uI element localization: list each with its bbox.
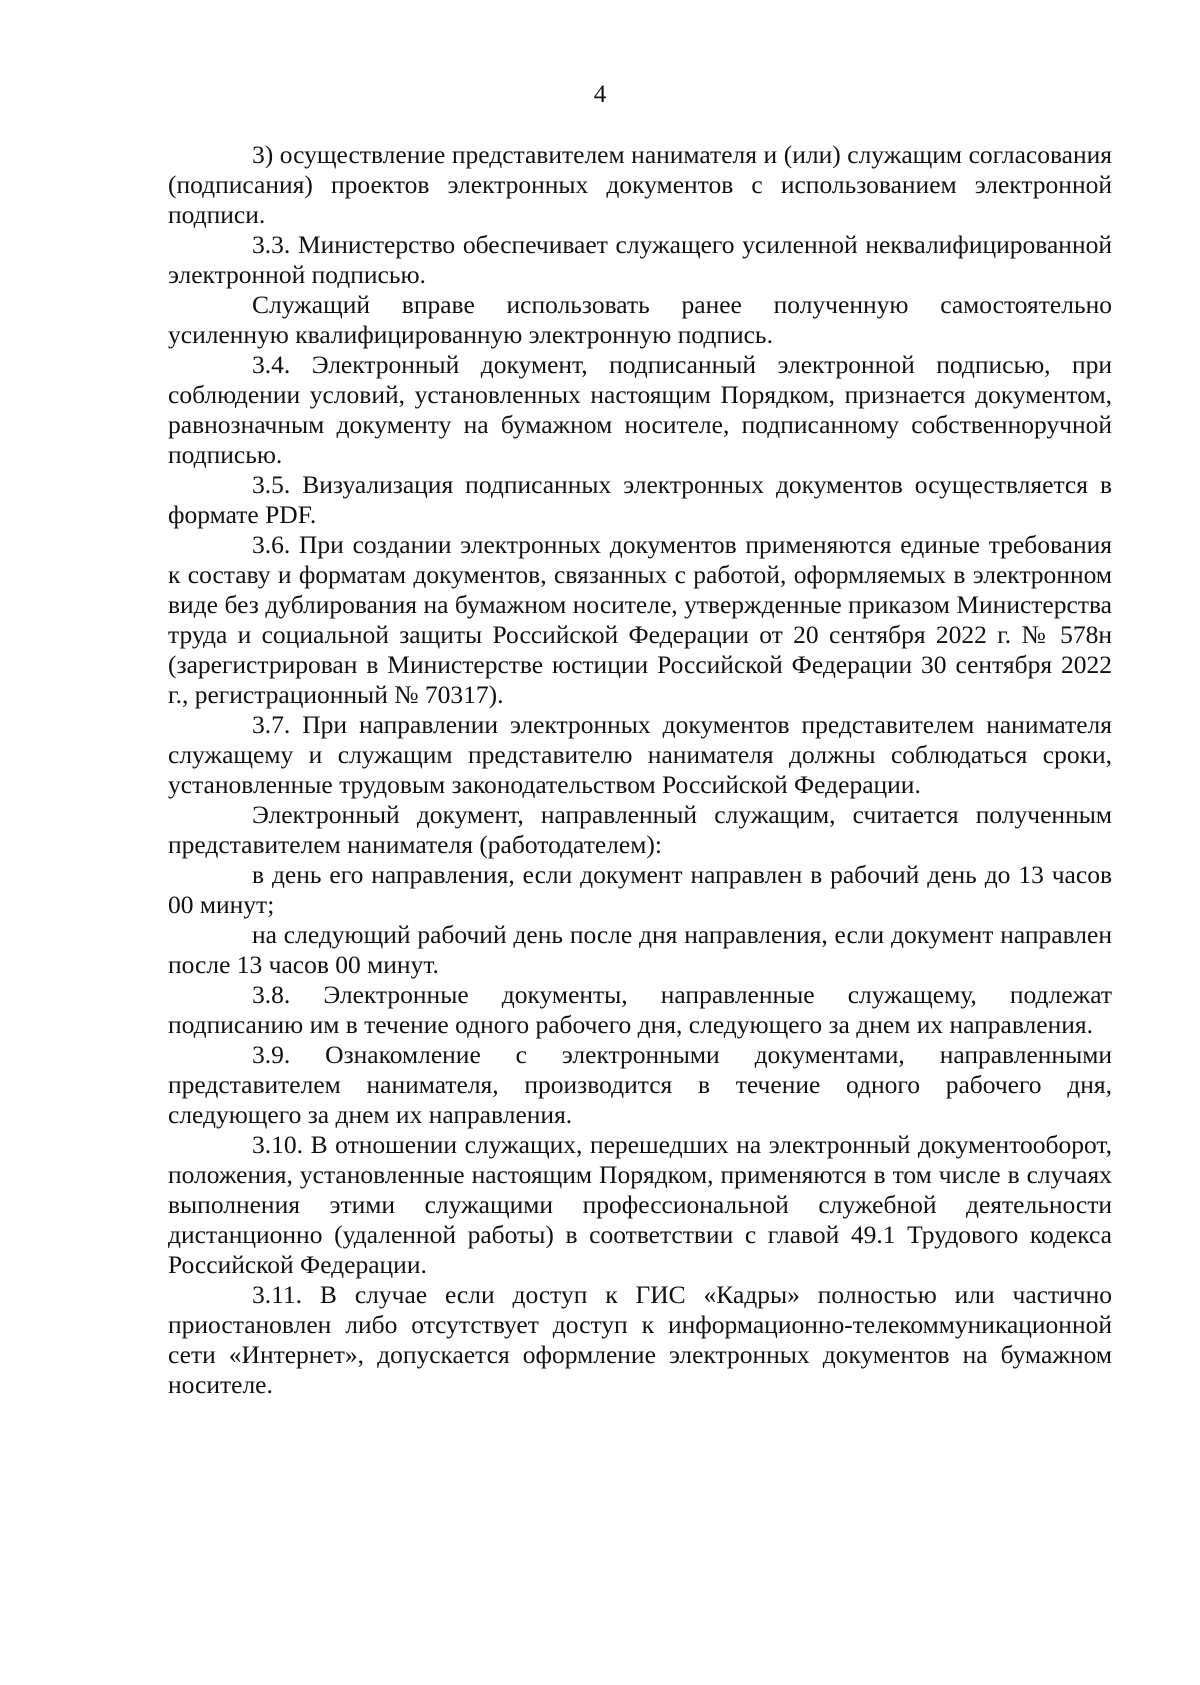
page-number: 4 [593,81,607,108]
document-body [168,140,1112,1400]
paragraph-3-9: 3.9. Ознакомление с электронными документами, направленными представителем нанимателя, производится в течение одного рабочего дня, следующего за днем их направления. [168,1040,1112,1129]
paragraph-received-document: Электронный документ, направленный служащим, считается полученным представителем нанимателя (работодателем): [168,800,1112,859]
paragraph-3-4: 3.4. Электронный документ, подписанный электронной подписью, при соблюдении условий, установленных настоящим Порядком, признается документом, равнозначным документу на бумажном носителе, подписанному собственноручной подписью. [168,350,1112,469]
paragraph-3-10: 3.10. В отношении служащих, перешедших на электронный документооборот, положения, установленные настоящим Порядком, применяются в том числе в случаях выполнения этими служащими профессиональной служебной деятельности дистанционно (удаленной работы) в соответствии с главой 49.1 Трудового кодекса Российской Федерации. [168,1130,1112,1279]
paragraph-next-day: на следующий рабочий день после дня направления, если документ направлен после 13 часов 00 минут. [168,920,1112,979]
paragraph-signature-right: Служащий вправе использовать ранее полученную самостоятельно усиленную квалифицированную электронную подпись. [168,290,1112,349]
paragraph-same-day: в день его направления, если документ направлен в рабочий день до 13 часов 00 минут; [168,860,1112,919]
paragraph-item-3: 3) осуществление представителем нанимателя и (или) служащим согласования (подписания) проектов электронных документов с использованием электронной подписи. [168,140,1112,229]
paragraph-3-8: 3.8. Электронные документы, направленные служащему, подлежат подписанию им в течение одного рабочего дня, следующего за днем их направления. [168,980,1112,1039]
paragraph-3-5: 3.5. Визуализация подписанных электронных документов осуществляется в формате PDF. [168,470,1112,529]
paragraph-3-7: 3.7. При направлении электронных документов представителем нанимателя служащему и служащим представителю нанимателя должны соблюдаться сроки, установленные трудовым законодательством Российской Федерации. [168,710,1112,799]
paragraph-3-6: 3.6. При создании электронных документов применяются единые требования к составу и форматам документов, связанных с работой, оформляемых в электронном виде без дублирования на бумажном носителе, утвержденные приказом Министерства труда и социальной защиты Российской Федерации от 20 сентября 2022 г. № 578н (зарегистрирован в Министерстве юстиции Российской Федерации 30 сентября 2022 г., регистрационный № 70317). [168,530,1112,709]
paragraph-3-11: 3.11. В случае если доступ к ГИС «Кадры» полностью или частично приостановлен либо отсутствует доступ к информационно-телекоммуникационной сети «Интернет», допускается оформление электронных документов на бумажном носителе. [168,1280,1112,1399]
paragraph-3-3: 3.3. Министерство обеспечивает служащего усиленной неквалифицированной электронной подписью. [168,230,1112,289]
